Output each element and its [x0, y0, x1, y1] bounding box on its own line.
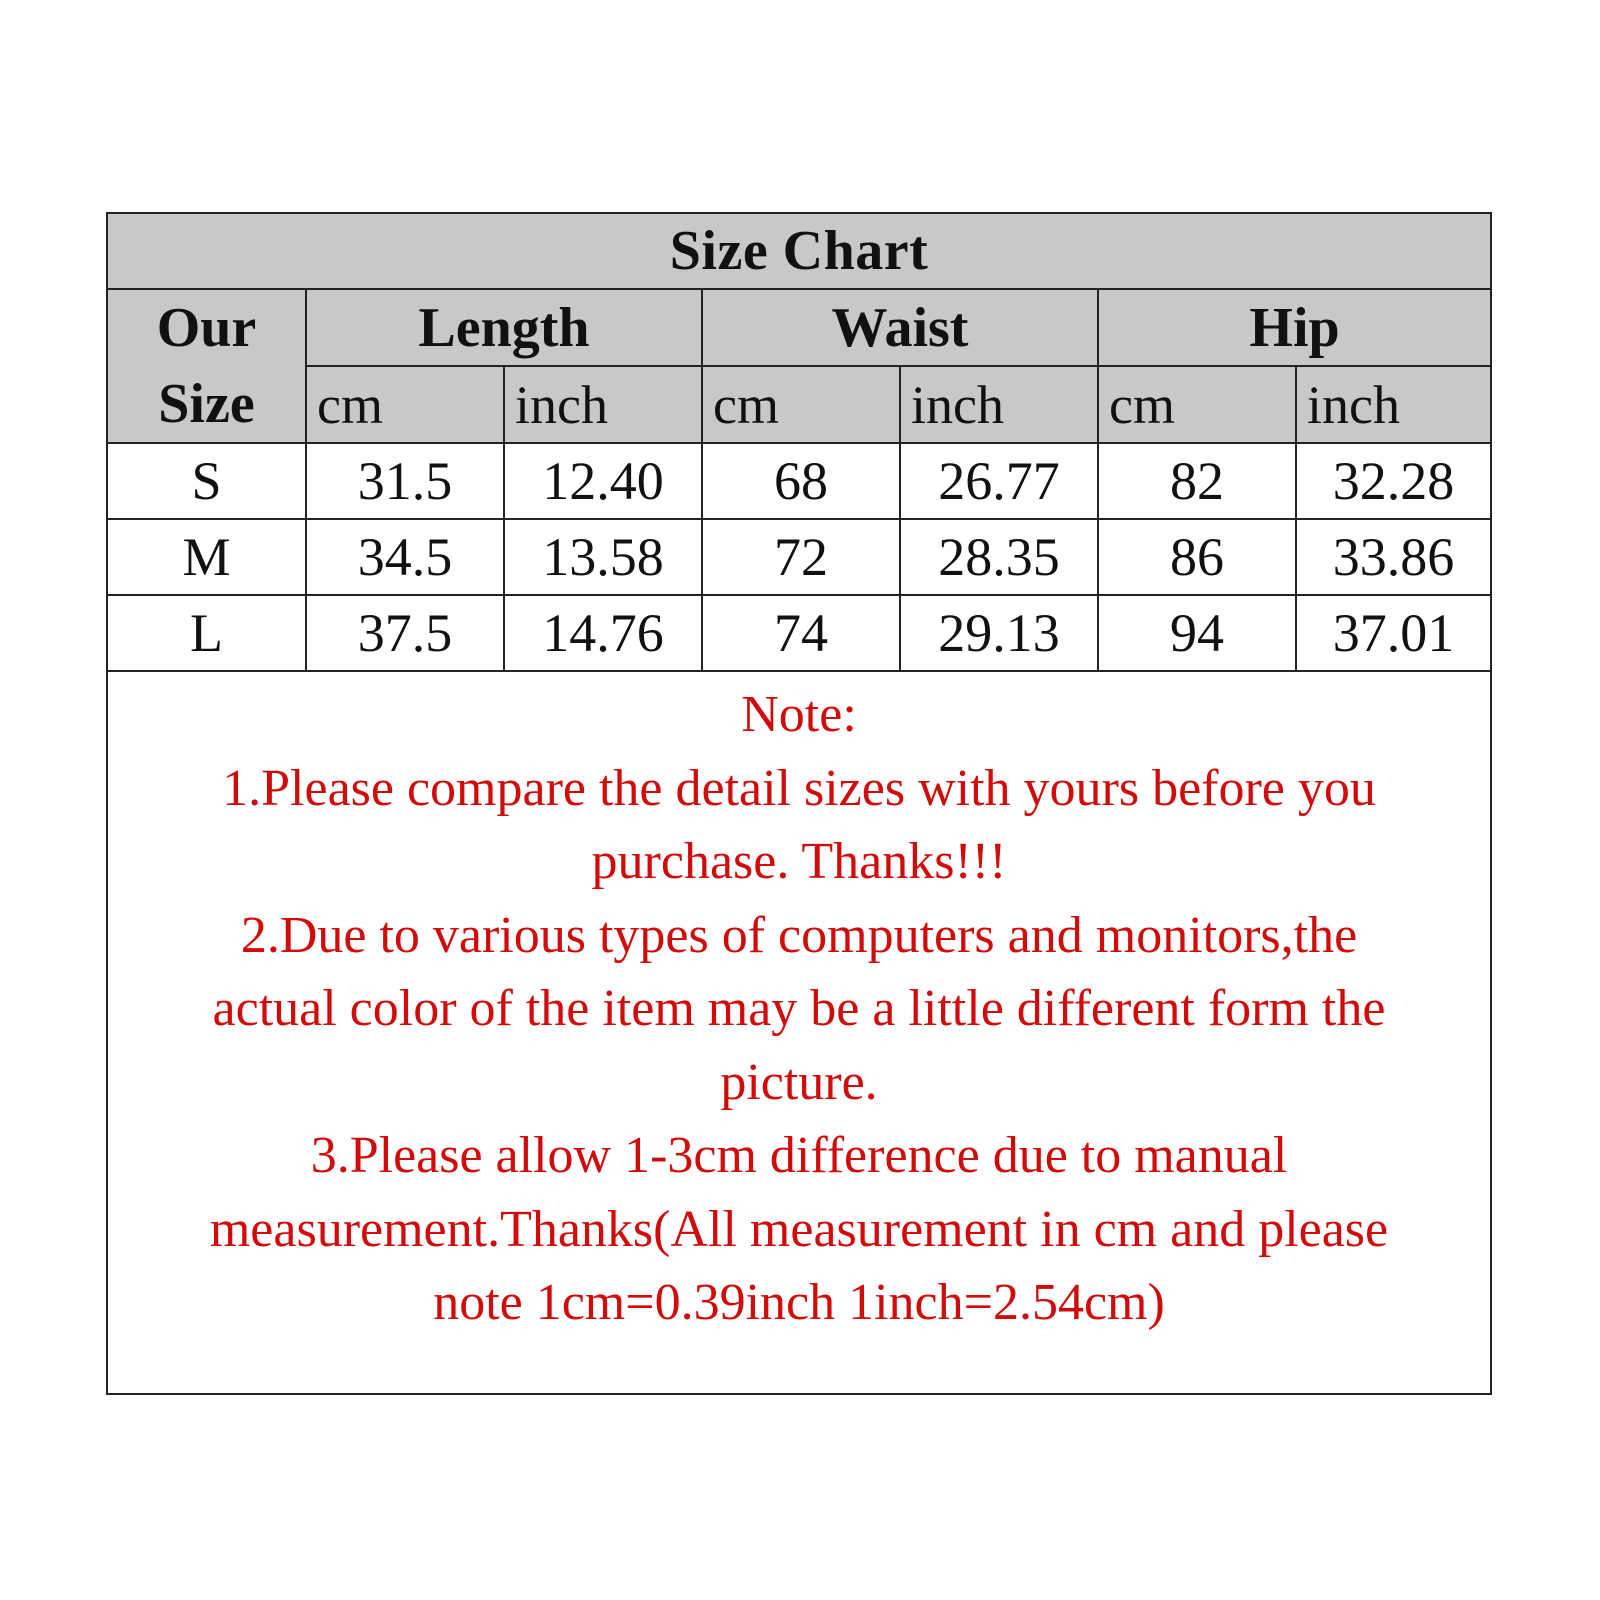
- length-cm-header: cm: [306, 366, 504, 443]
- hip-header: Hip: [1098, 289, 1490, 366]
- unit-header-row: [108, 366, 1490, 443]
- note-item-2-line-1: 2.Due to various types of computers and monitors,the: [240, 906, 1358, 964]
- length-inch-value: 12.40: [504, 443, 702, 519]
- hip-cm-value: 94: [1098, 595, 1296, 671]
- hip-cm-header: cm: [1098, 366, 1296, 443]
- note-item-3-line-3: note 1cm=0.39inch 1inch=2.54cm): [433, 1274, 1165, 1331]
- length-cm-value: 34.5: [306, 519, 504, 595]
- table-row: [108, 519, 1490, 595]
- length-inch-value: 14.76: [504, 595, 702, 671]
- length-inch-header: inch: [504, 366, 702, 443]
- waist-cm-value: 74: [702, 595, 900, 671]
- note-item-1-line-2: purchase. Thanks!!!: [591, 833, 1007, 890]
- hip-inch-value: 33.86: [1296, 519, 1490, 595]
- size-label: S: [108, 443, 306, 519]
- note-item-3-line-2: measurement.Thanks(All measurement in cm and please: [209, 1200, 1389, 1258]
- note-item-2-line-2: actual color of the item may be a little different form the: [212, 980, 1386, 1037]
- waist-header: Waist: [702, 289, 1098, 366]
- note-item-1-line-1: 1.Please compare the detail sizes with yours before you: [222, 759, 1376, 817]
- title-row: [108, 214, 1490, 289]
- group-header-row: [108, 289, 1490, 366]
- hip-inch-header: inch: [1296, 366, 1490, 443]
- note-item-3-line-1: 3.Please allow 1-3cm difference due to manual: [310, 1127, 1288, 1184]
- length-cm-value: 37.5: [306, 595, 504, 671]
- our-size-line-2: Size: [158, 373, 255, 435]
- notes-section: [108, 678, 1490, 1340]
- length-inch-value: 13.58: [504, 519, 702, 595]
- size-label: M: [108, 519, 306, 595]
- size-label: L: [108, 595, 306, 671]
- waist-inch-header: inch: [900, 366, 1098, 443]
- hip-cm-value: 82: [1098, 443, 1296, 519]
- note-heading: Note:: [741, 686, 857, 743]
- waist-cm-header: cm: [702, 366, 900, 443]
- hip-cm-value: 86: [1098, 519, 1296, 595]
- waist-inch-value: 26.77: [900, 443, 1098, 519]
- table-row: [108, 443, 1490, 519]
- waist-cm-value: 72: [702, 519, 900, 595]
- note-item-2-line-3: picture.: [720, 1053, 878, 1111]
- waist-inch-value: 28.35: [900, 519, 1098, 595]
- size-chart-sheet: [106, 212, 1492, 1395]
- hip-inch-value: 32.28: [1296, 443, 1490, 519]
- size-chart-title: Size Chart: [108, 214, 1490, 289]
- size-table: [108, 214, 1490, 672]
- our-size-line-1: Our: [156, 297, 257, 359]
- waist-inch-value: 29.13: [900, 595, 1098, 671]
- hip-inch-value: 37.01: [1296, 595, 1490, 671]
- length-cm-value: 31.5: [306, 443, 504, 519]
- waist-cm-value: 68: [702, 443, 900, 519]
- our-size-header: [108, 289, 306, 443]
- table-row: [108, 595, 1490, 671]
- length-header: Length: [306, 289, 702, 366]
